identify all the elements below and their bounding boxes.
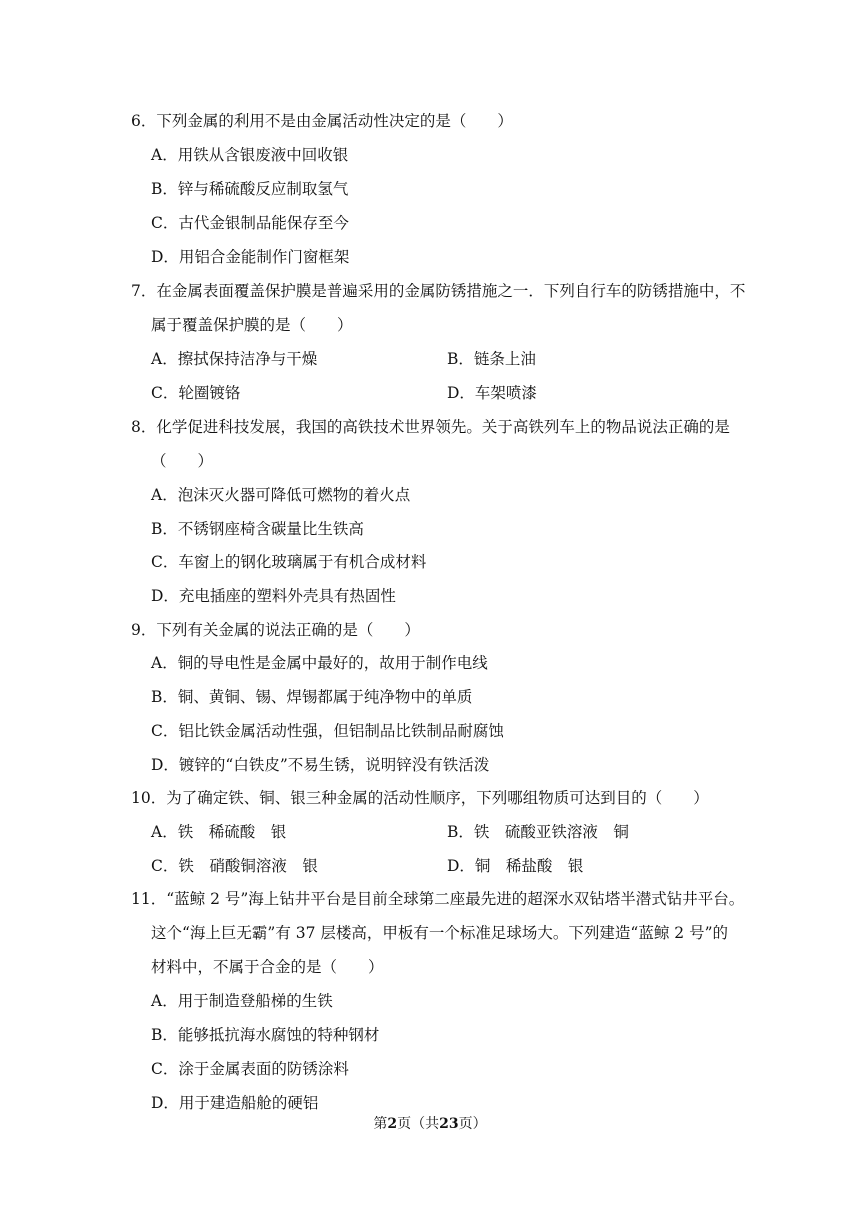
question-10-option-d: D．铜 稀盐酸 银 <box>447 857 584 875</box>
question-8-option-d: D．充电插座的塑料外壳具有热固性 <box>151 587 396 605</box>
question-7-option-c: C．轮圈镀铬 <box>151 384 241 402</box>
question-7-stem: 7．在金属表面覆盖保护膜是普遍采用的金属防锈措施之一．下列自行车的防锈措施中，不 <box>131 282 746 300</box>
question-8-stem: 8．化学促进科技发展，我国的高铁技术世界领先。关于高铁列车上的物品说法正确的是 <box>131 418 730 436</box>
question-10-option-c: C．铁 硝酸铜溶液 银 <box>151 857 318 875</box>
question-10-option-a: A．铁 稀硫酸 银 <box>151 823 287 841</box>
footer-page-number: 2 <box>387 1116 398 1132</box>
question-7-stem-continued: 属于覆盖保护膜的是（ ） <box>151 316 353 334</box>
question-6-option-a: A．用铁从含银废液中回收银 <box>151 146 349 164</box>
question-8-option-b: B．不锈钢座椅含碳量比生铁高 <box>151 520 364 538</box>
question-7-option-b: B．链条上油 <box>447 350 536 368</box>
question-6-option-b: B．锌与稀硫酸反应制取氢气 <box>151 180 349 198</box>
question-8-option-a: A．泡沫灭火器可降低可燃物的着火点 <box>151 486 411 504</box>
question-11-option-a: A．用于制造登船梯的生铁 <box>151 992 333 1010</box>
question-11-stem-continued-2: 材料中，不属于合金的是（ ） <box>151 958 384 976</box>
question-8-stem-continued: （ ） <box>151 452 214 470</box>
question-10-option-b: B．铁 硫酸亚铁溶液 铜 <box>447 823 629 841</box>
question-10-stem: 10．为了确定铁、铜、银三种金属的活动性顺序，下列哪组物质可达到目的（ ） <box>131 789 709 807</box>
footer-total-pages: 23 <box>439 1116 459 1132</box>
question-11-stem-continued: 这个“海上巨无霸”有 37 层楼高，甲板有一个标准足球场大。下列建造“蓝鲸 2 号”的 <box>151 924 728 942</box>
question-9-option-d: D．镀锌的“白铁皮”不易生锈，说明锌没有铁活泼 <box>151 756 490 774</box>
question-9-option-a: A．铜的导电性是金属中最好的，故用于制作电线 <box>151 654 488 672</box>
question-11-option-d: D．用于建造船舱的硬铝 <box>151 1094 319 1112</box>
footer-prefix: 第 <box>373 1116 388 1132</box>
question-11-option-b: B．能够抵抗海水腐蚀的特种钢材 <box>151 1026 380 1044</box>
question-9-option-b: B．铜、黄铜、锡、焊锡都属于纯净物中的单质 <box>151 688 473 706</box>
question-7-option-a: A．擦拭保持洁净与干燥 <box>151 350 318 368</box>
question-7-option-d: D．车架喷漆 <box>447 384 537 402</box>
footer-middle: 页（共 <box>397 1116 440 1132</box>
footer-suffix: 页） <box>458 1116 487 1132</box>
question-9-option-c: C．铝比铁金属活动性强，但铝制品比铁制品耐腐蚀 <box>151 722 504 740</box>
question-9-stem: 9．下列有关金属的说法正确的是（ ） <box>131 621 420 639</box>
question-6-option-c: C．古代金银制品能保存至今 <box>151 214 349 232</box>
question-8-option-c: C．车窗上的钢化玻璃属于有机合成材料 <box>151 553 427 571</box>
page-footer <box>0 1115 860 1133</box>
question-11-stem: 11．“蓝鲸 2 号”海上钻井平台是目前全球第二座最先进的超深水双钻塔半潜式钻井平台。 <box>131 890 745 908</box>
question-6-stem: 6．下列金属的利用不是由金属活动性决定的是（ ） <box>131 112 513 130</box>
question-6-option-d: D．用铝合金能制作门窗框架 <box>151 248 350 266</box>
question-11-option-c: C．涂于金属表面的防锈涂料 <box>151 1060 349 1078</box>
